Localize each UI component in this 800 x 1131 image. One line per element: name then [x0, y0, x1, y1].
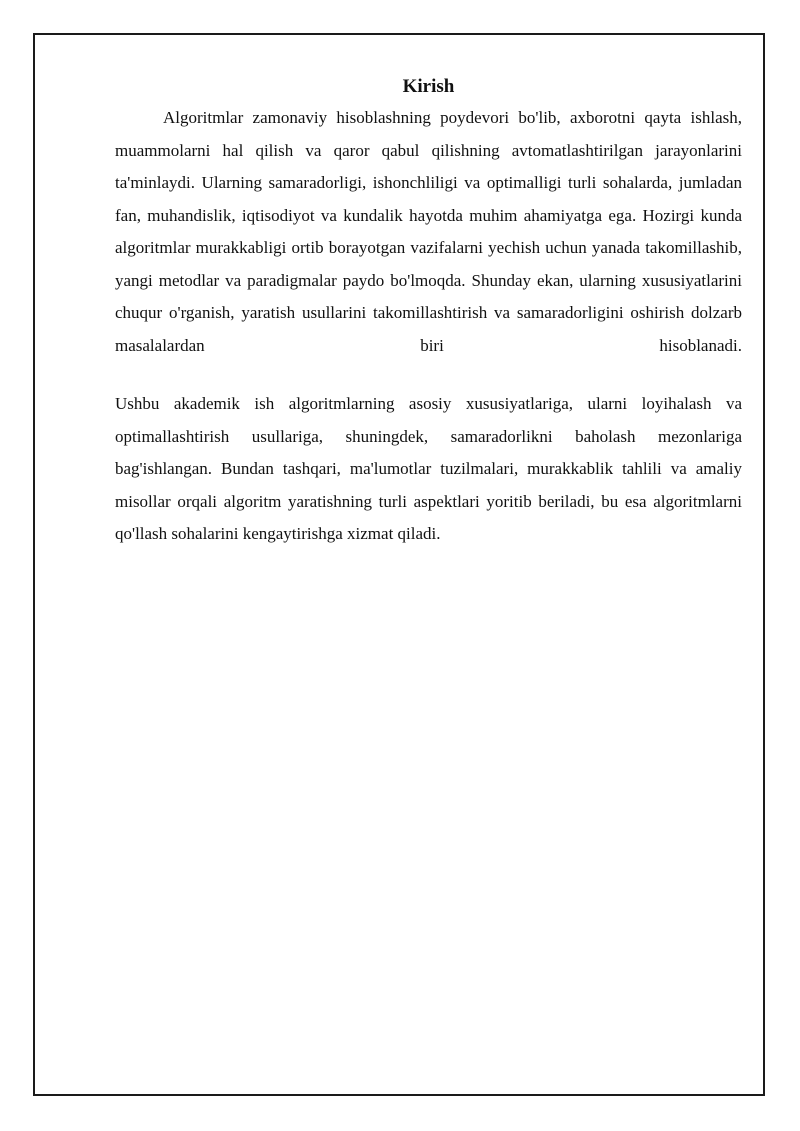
document-body: [115, 74, 742, 551]
paragraph-scope: Ushbu akademik ish algoritmlarning asosiy xususiyatlariga, ularni loyihalash va optimallashtirish usullariga, shuningdek, samaradorlikni baholash mezonlariga bag'ishlangan. Bundan tashqari, ma'lumotlar tuzilmalari, murakkablik tahlili va amaliy misollar orqali algoritm yaratishning turli aspektlari yoritib beriladi, bu esa algoritmlarni qo'llash sohalarini kengaytirishga xizmat qiladi.: [115, 394, 742, 543]
section-heading: Kirish: [402, 76, 455, 97]
paragraph-intro: Algoritmlar zamonaviy hisoblashning poydevori bo'lib, axborotni qayta ishlash, muammolarni hal qilish va qaror qabul qilishning avtomatlashtirilgan jarayonlarini ta'minlaydi. Ularning samaradorligi, ishonchliligi va optimalligi turli sohalarda, jumladan fan, muhandislik, iqtisodiyot va kundalik hayotda muhim ahamiyatga ega. Hozirgi kunda algoritmlar murakkabligi ortib borayotgan vazifalarni yechish uchun yanada takomillashib, yangi metodlar va paradigmalar paydo bo'lmoqda. Shunday ekan, ularning xususiyatlarini chuqur o'rganish, yaratish usullarini takomillashtirish va samaradorligini oshirish dolzarb masalalardan biri hisoblanadi.: [115, 108, 742, 355]
